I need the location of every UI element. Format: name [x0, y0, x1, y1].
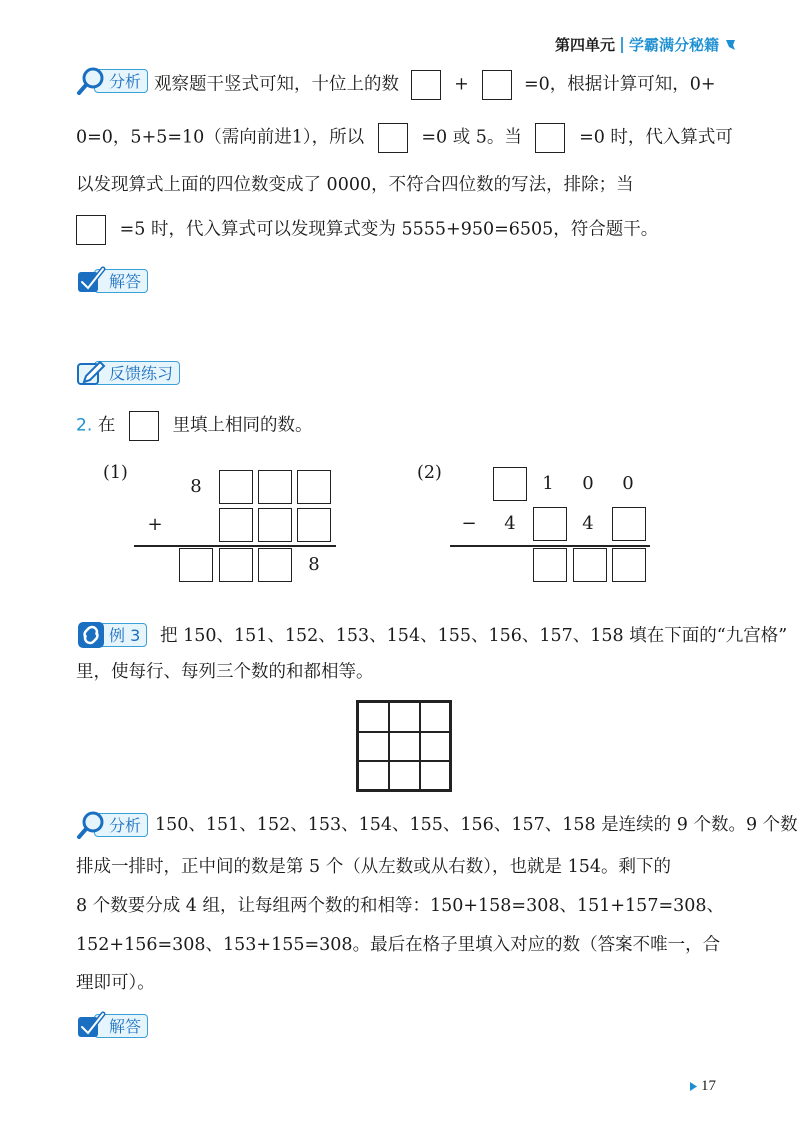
analysis1-line2 — [76, 123, 733, 153]
problem2-title — [76, 411, 312, 441]
grid-cell — [358, 732, 389, 761]
blank-box — [219, 508, 253, 542]
analysis2-line4 — [76, 932, 720, 958]
grid-cell — [389, 761, 420, 790]
page-footer — [690, 1078, 716, 1095]
digit: 8 — [190, 476, 202, 497]
analysis-badge — [76, 68, 148, 94]
answer-label: 解答 — [94, 269, 148, 293]
checkmark-icon — [76, 1011, 106, 1041]
digit: 8 — [308, 554, 320, 575]
blank-box — [533, 507, 567, 541]
analysis1-line4 — [76, 215, 658, 245]
blank-box — [493, 467, 527, 501]
example-label: 例 3 — [94, 623, 147, 647]
text: 以发现算式上面的四位数变成了 0000，不符合四位数的写法，排除；当 — [76, 175, 634, 195]
label: (1) — [103, 463, 128, 483]
grid-cell — [389, 702, 420, 732]
magnifier-icon — [76, 810, 106, 840]
blank-box — [297, 470, 331, 504]
text: =0 或 5。当 — [421, 127, 522, 148]
label: (2) — [417, 463, 442, 483]
ribbon-icon — [725, 38, 737, 52]
feedback-badge — [76, 360, 180, 386]
blank-box — [573, 548, 607, 582]
text: 观察题干竖式可知，十位上的数 — [154, 74, 399, 95]
example3-line2 — [76, 659, 374, 685]
text: 排成一排时，正中间的数是第 5 个（从左数或从右数），也就是 154。剩下的 — [76, 857, 671, 877]
problem-number: 2. — [76, 415, 93, 436]
triangle-icon — [690, 1082, 697, 1091]
analysis-label: 分析 — [94, 69, 148, 93]
digit: 0 — [622, 473, 634, 494]
grid-cell — [420, 761, 450, 790]
text: 里填上相同的数。 — [172, 415, 313, 436]
text: =5 时，代入算式可以发现算式变为 5555+950=6505，符合题干。 — [119, 219, 659, 240]
link-icon — [76, 620, 106, 650]
blank-box — [297, 508, 331, 542]
answer-label: 解答 — [94, 1014, 148, 1038]
text: 理即可）。 — [76, 973, 155, 993]
text: 150、151、152、153、154、155、156、157、158 是连续的 9 个数。9 个数 — [155, 815, 798, 835]
digit: 4 — [504, 513, 516, 534]
header-subtitle: 学霸满分秘籍 — [629, 36, 720, 54]
text: 152+156=308、153+155=308。最后在格子里填入对应的数（答案不唯一，合 — [76, 935, 721, 955]
blank-box — [535, 123, 565, 153]
grid-cell — [389, 732, 420, 761]
blank-box — [219, 548, 253, 582]
digit: 0 — [582, 473, 594, 494]
blank-box — [258, 508, 292, 542]
sum-line — [134, 545, 336, 547]
plus-sign: + — [147, 514, 163, 535]
blank-box — [482, 70, 512, 100]
analysis2-line3 — [76, 893, 724, 919]
analysis2-line5 — [76, 970, 155, 996]
header-divider — [621, 37, 623, 53]
header-unit: 第四单元 — [555, 36, 616, 54]
text: 把 150、151、152、153、154、155、156、157、158 填在下面的“九宫格” — [160, 626, 788, 646]
blank-box — [129, 411, 159, 441]
blank-box — [258, 470, 292, 504]
checkmark-icon — [76, 266, 106, 296]
blank-box — [533, 548, 567, 582]
text: 在 — [97, 415, 116, 436]
grid-cell — [358, 761, 389, 790]
digit: 1 — [542, 473, 554, 494]
pencil-icon — [76, 358, 106, 388]
answer-badge — [76, 1013, 148, 1039]
analysis2-line2 — [76, 854, 671, 880]
text: =0 时，代入算式可 — [579, 127, 733, 148]
text: =0，根据计算可知，0+ — [523, 74, 716, 95]
analysis1-line3 — [76, 172, 634, 198]
nine-grid — [356, 700, 452, 792]
difference-line — [450, 545, 650, 547]
blank-box — [258, 548, 292, 582]
blank-box — [612, 548, 646, 582]
text: 8 个数要分成 4 组，让每组两个数的和相等：150+158=308、151+157=308、 — [76, 896, 725, 916]
text: + — [454, 74, 469, 95]
page-number: 17 — [701, 1078, 716, 1094]
analysis1-line1 — [154, 70, 716, 100]
blank-box — [378, 123, 408, 153]
magnifier-icon — [76, 66, 106, 96]
analysis-label: 分析 — [94, 813, 148, 837]
blank-box — [76, 215, 106, 245]
blank-box — [219, 470, 253, 504]
grid-cell — [358, 702, 389, 732]
answer-badge — [76, 268, 148, 294]
example3-line1 — [160, 623, 787, 649]
blank-box — [411, 70, 441, 100]
analysis2-line1 — [155, 812, 798, 838]
example-badge — [76, 622, 147, 648]
blank-box — [612, 507, 646, 541]
grid-cell — [420, 732, 450, 761]
page-header — [555, 34, 737, 55]
feedback-label: 反馈练习 — [94, 361, 180, 385]
text: 0=0，5+5=10（需向前进1），所以 — [76, 127, 365, 148]
blank-box — [179, 548, 213, 582]
minus-sign: − — [461, 513, 477, 534]
digit: 4 — [582, 513, 594, 534]
grid-cell — [420, 702, 450, 732]
analysis-badge — [76, 812, 148, 838]
text: 里，使每行、每列三个数的和都相等。 — [76, 662, 374, 682]
